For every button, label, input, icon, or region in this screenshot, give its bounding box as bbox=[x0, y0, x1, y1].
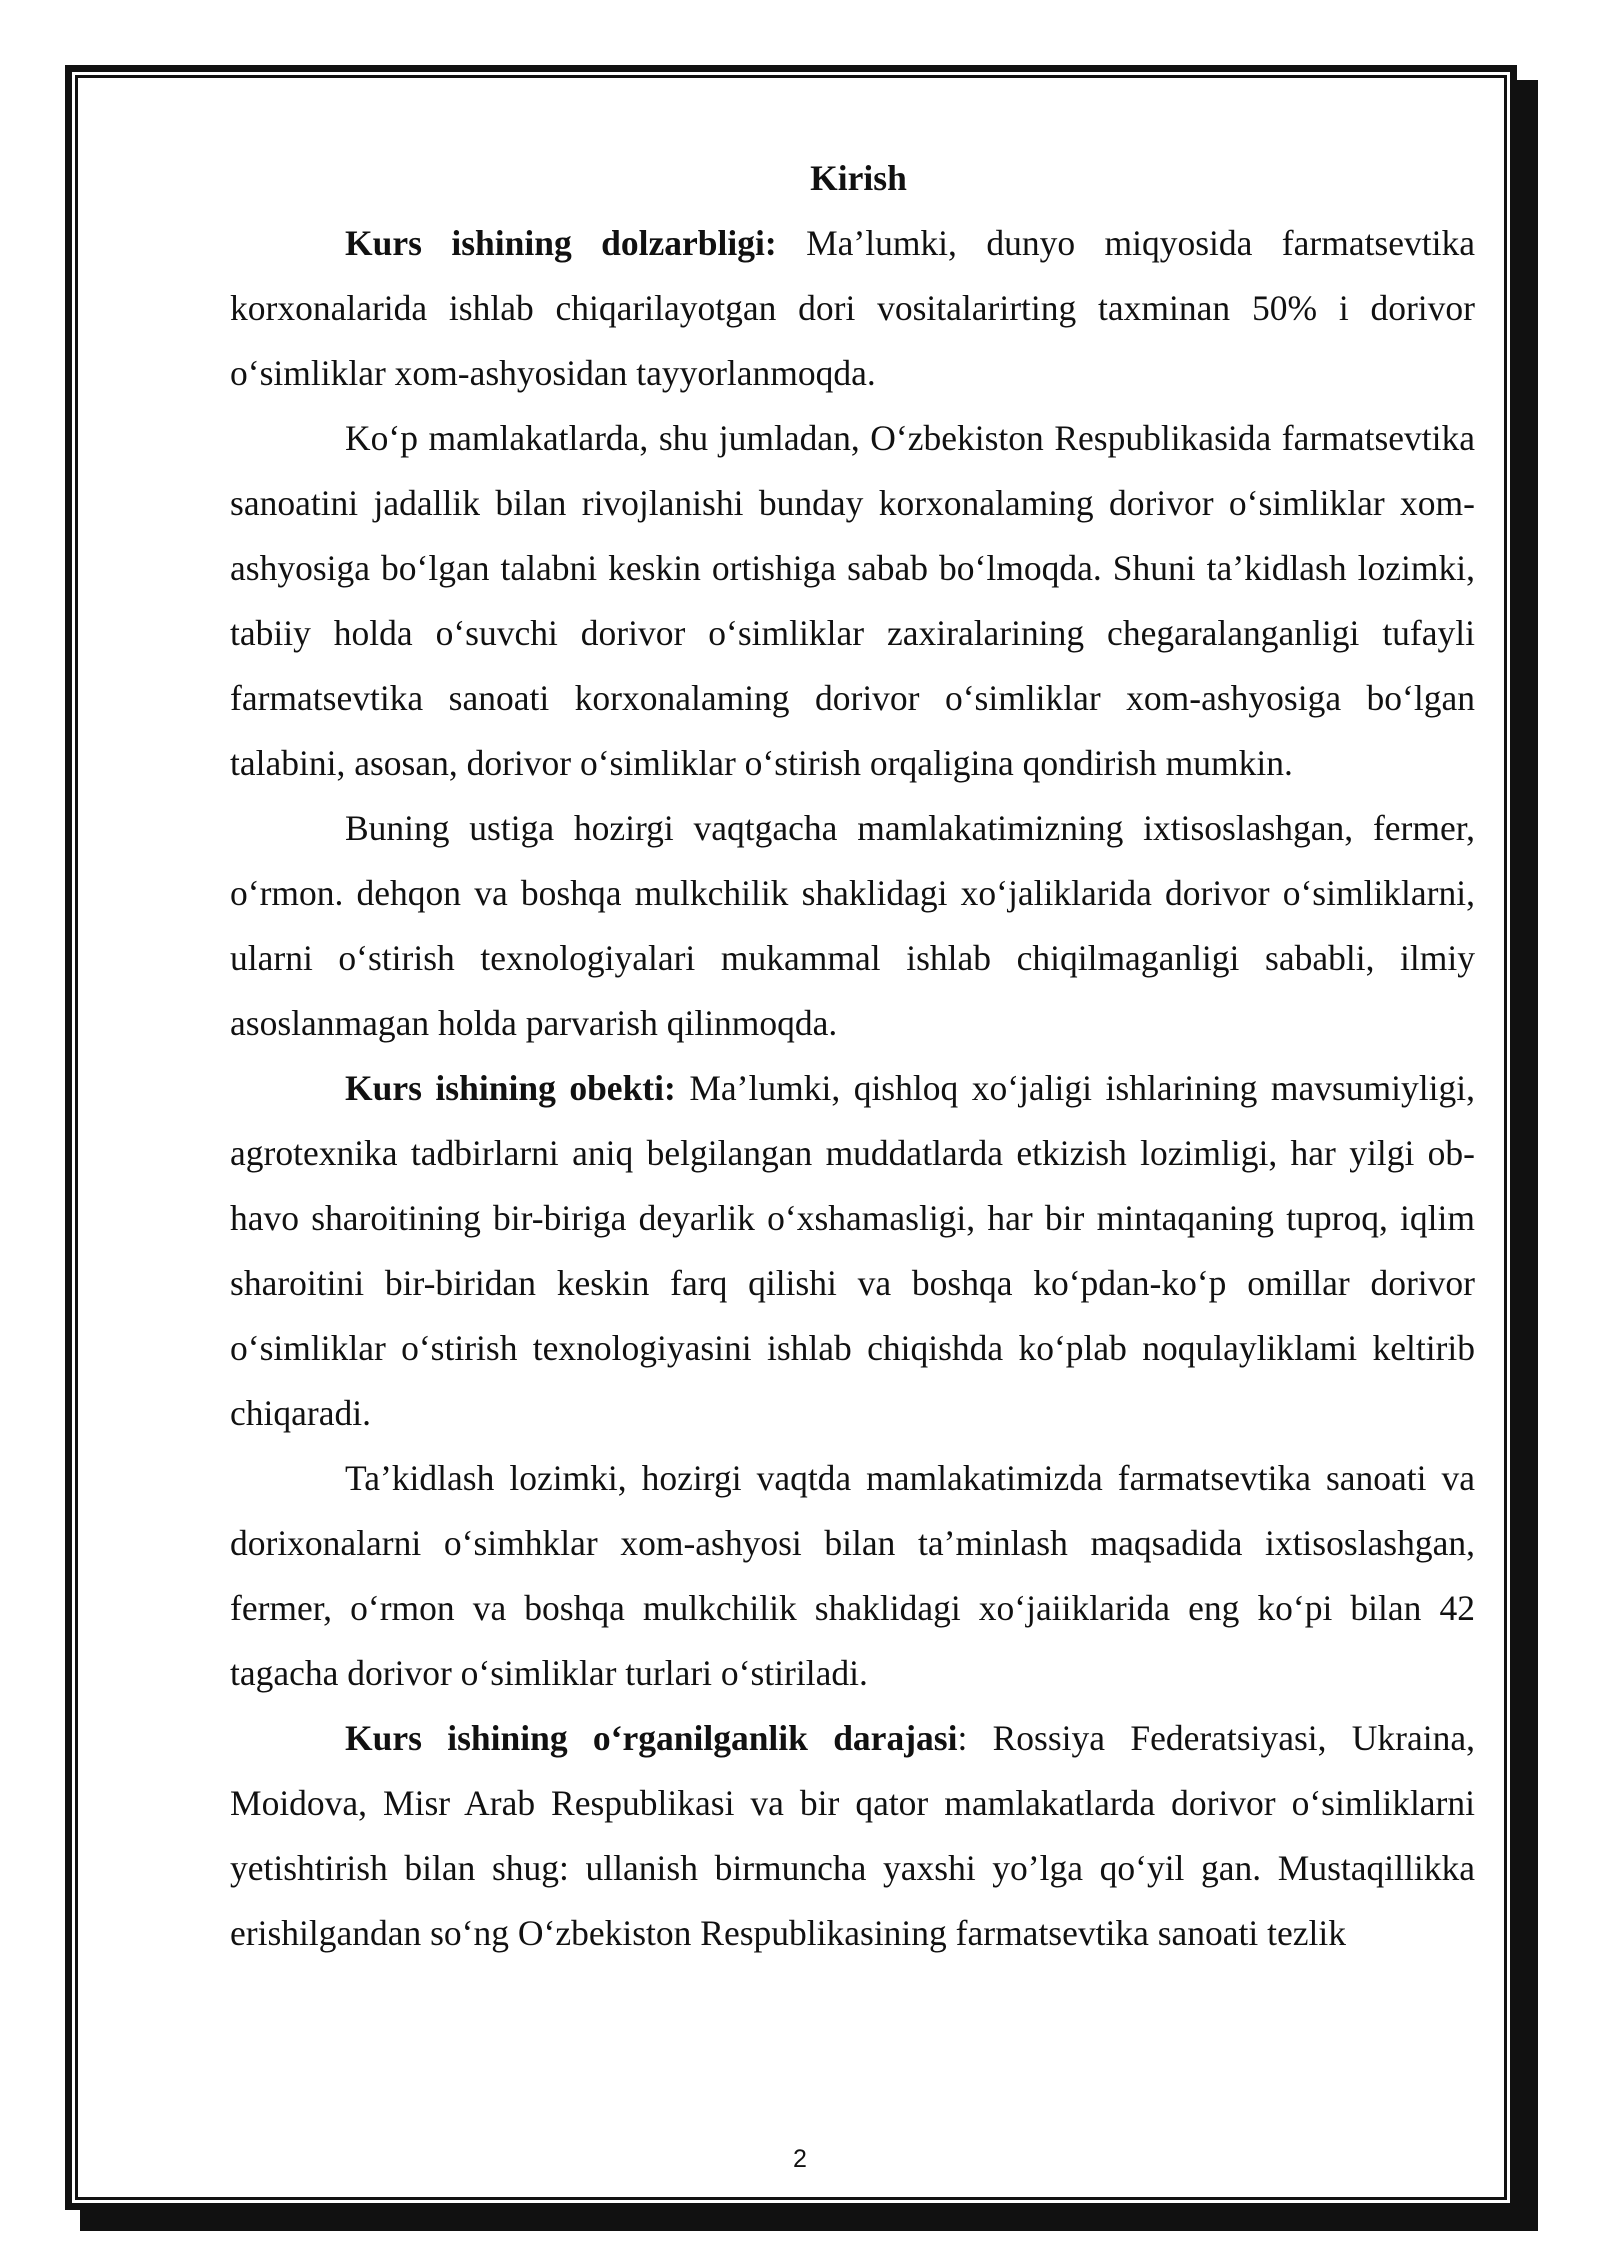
paragraph-text: : Rossiya Federatsiyasi, Ukraina, Moidova, Misr Arab Respublikasi va bir qator mamlakatlarda dorivor o‘simliklarni yetishtirish bilan shug: ullanish birmuncha yaxshi yo’lga qo‘yil gan. Mustaqillikka erishilgandan so‘ng O‘zbekiston Respublikasining farmatsevtika sanoati tezlik bbox=[230, 1718, 1476, 1953]
paragraph-relevance bbox=[230, 211, 1475, 406]
paragraph-text: Ta’kidlash lozimki, hozirgi vaqtda mamlakatimizda farmatsevtika sanoati va dorixonalarni o‘simhklar xom-ashyosi bilan ta’minlash maqsadida ixtisoslashgan, fermer, o‘rmon va boshqa mulkchilik shaklidagi xo‘jaiiklarida eng ko‘pi bilan 42 tagacha dorivor o‘simliklar turlari o‘stiriladi. bbox=[230, 1458, 1475, 1693]
page-content bbox=[230, 146, 1475, 1966]
paragraph-heading: Kurs ishining dolzarbligi: bbox=[345, 223, 777, 263]
paragraph-text: Ma’lumki, qishloq xo‘jaligi ishlarining mavsumiyligi, agrotexnika tadbirlarni aniq belgilangan muddatlarda etkizish lozimligi, har yilgi ob-havo sharoitining bir-biriga deyarlik o‘xshamasligi, har bir mintaqaning tuproq, iqlim sharoitini bir-biridan keskin farq qilishi va boshqa ko‘pdan-ko‘p omillar dorivor o‘simliklar o‘stirish texnologiyasini ishlab chiqishda ko‘plab noqulayliklami keltirib chiqaradi. bbox=[230, 1068, 1475, 1433]
section-title: Kirish bbox=[810, 158, 907, 198]
page-number: 2 bbox=[793, 2145, 807, 2173]
paragraph-text: Ma’lumki, dunyo miqyosida farmatsevtika korxonalarida ishlab chiqarilayotgan dori vositalarirting taxminan 50% i dorivor o‘simliklar xom-ashyosidan tayyorlanmoqda. bbox=[230, 223, 1475, 393]
paragraph-text: Buning ustiga hozirgi vaqtgacha mamlakatimizning ixtisoslashgan, fermer, o‘rmon. dehqon va boshqa mulkchilik shaklidagi xo‘jaliklarida dorivor o‘simliklarni, ularni o‘stirish texnologiyalari mukammal ishlab chiqilmaganligi sababli, ilmiy asoslanmagan holda parvarish qilinmoqda. bbox=[230, 808, 1475, 1043]
paragraph bbox=[230, 406, 1475, 796]
paragraph bbox=[230, 796, 1475, 1056]
paragraph bbox=[230, 1446, 1475, 1706]
paragraph-heading: Kurs ishining o‘rganilganlik darajasi bbox=[345, 1718, 958, 1758]
paragraph-heading: Kurs ishining obekti: bbox=[345, 1068, 676, 1108]
paragraph-text: Ko‘p mamlakatlarda, shu jumladan, O‘zbekiston Respublikasida farmatsevtika sanoatini jadallik bilan rivojlanishi bunday korxonalaming dorivor o‘simliklar xom-ashyosiga bo‘lgan talabni keskin ortishiga sabab bo‘lmoqda. Shuni ta’kidlash lozimki, tabiiy holda o‘suvchi dorivor o‘simliklar zaxiralarining chegaralanganligi tufayli farmatsevtika sanoati korxonalaming dorivor o‘simliklar xom-ashyosiga bo‘lgan talabini, asosan, dorivor o‘simliklar o‘stirish orqaligina qondirish mumkin. bbox=[230, 418, 1475, 783]
paragraph-study-level bbox=[230, 1706, 1475, 1966]
paragraph-object bbox=[230, 1056, 1475, 1446]
